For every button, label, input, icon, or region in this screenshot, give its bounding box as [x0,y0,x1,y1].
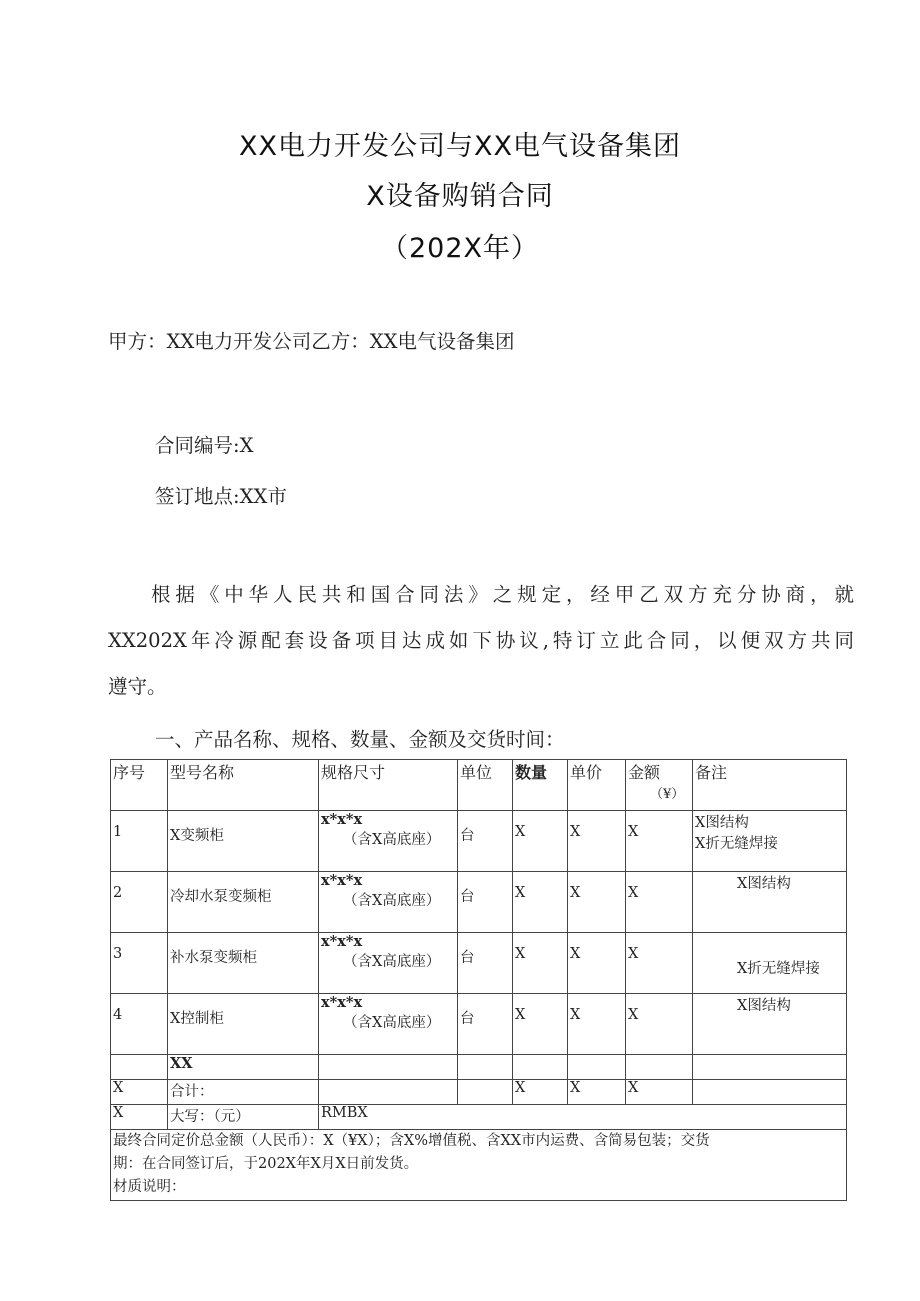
empty-cell [458,1080,513,1105]
total-row [111,1080,847,1105]
title-line-3: （202X年） [380,233,540,264]
row-model: X控制柜 [168,994,319,1055]
row-note [693,872,847,933]
header-amount-label: 金额 [628,763,661,782]
header-seq: 序号 [111,760,168,811]
empty-cell [693,1080,847,1105]
row-qty: X [513,872,568,933]
table-row [111,811,847,872]
row-amount: X [626,811,693,872]
row-amount: X [626,994,693,1055]
row-seq: 1 [111,811,168,872]
row-seq: 4 [111,994,168,1055]
row-price: X [568,811,626,872]
title-line-1: XX电力开发公司与XX电气设备集团 [239,131,681,162]
row-spec [319,994,458,1055]
row-note [693,994,847,1055]
row-note-a: X图结构 [737,876,791,892]
capital-row [111,1105,847,1130]
row-unit: 台 [458,994,513,1055]
total-qty: X [513,1080,568,1105]
row-unit: 台 [458,872,513,933]
total-label: 合计： [168,1080,319,1105]
signing-location: 签订地点:XX市 [155,485,287,508]
intro-line-3: 遵守。 [108,675,167,698]
empty-cell [513,1055,568,1080]
row-model: 冷却水泵变频柜 [168,872,319,933]
section-1-heading: 一、产品名称、规格、数量、金额及交货时间： [155,728,565,751]
empty-cell [319,1080,458,1105]
capital-label: 大写：（元） [168,1105,319,1130]
row-seq: 2 [111,872,168,933]
row-note-a: X图结构 [737,998,791,1014]
row-spec-size: x*x*x [321,933,363,950]
empty-cell [626,1055,693,1080]
intro-line-2: XX202X年冷源配套设备项目达成如下协议,特订立此合同，以便双方共同 [108,629,854,652]
row-seq: 3 [111,933,168,994]
final-line-3: 材质说明： [113,1179,186,1195]
row-note-b: X折无缝焊接 [737,961,820,977]
row-spec [319,933,458,994]
final-price-cell [111,1130,847,1201]
row-qty: X [513,933,568,994]
table-header-row [111,760,847,811]
row-unit: 台 [458,811,513,872]
header-amount [626,760,693,811]
goods-table [110,759,847,1201]
title-line-2: X设备购销合同 [366,181,554,212]
xx-cell: XX [168,1055,319,1080]
empty-cell [458,1055,513,1080]
header-price: 单价 [568,760,626,811]
row-note-a: X图结构 [695,815,749,831]
header-note: 备注 [693,760,847,811]
row-spec-size: x*x*x [321,811,363,828]
row-spec-base: （含X高底座） [343,1015,441,1031]
row-spec [319,811,458,872]
header-unit: 单位 [458,760,513,811]
final-line-2: 期：在合同签订后，于202X年X月X日前发货。 [113,1156,419,1172]
row-spec-base: （含X高底座） [343,954,441,970]
final-line-1: 最终合同定价总金额（人民币）：X（¥X）；含X%增值税、含XX市内运费、含简易包装；交货 [113,1133,710,1149]
row-unit: 台 [458,933,513,994]
row-spec-size: x*x*x [321,994,363,1011]
final-price-row [111,1130,847,1201]
row-spec-base: （含X高底座） [343,832,441,848]
row-spec-base: （含X高底座） [343,893,441,909]
intro-line-1: 根据《中华人民共和国合同法》之规定，经甲乙双方充分协商，就 [151,583,854,606]
capital-seq: X [111,1105,168,1130]
header-model: 型号名称 [168,760,319,811]
header-amount-unit: （¥） [650,787,685,802]
total-amount: X [626,1080,693,1105]
empty-cell [319,1055,458,1080]
total-price: X [568,1080,626,1105]
table-row [111,994,847,1055]
row-model: X变频柜 [168,811,319,872]
table-row [111,1055,847,1080]
table-row [111,933,847,994]
contract-number: 合同编号:X [155,434,254,457]
empty-cell [111,1055,168,1080]
row-qty: X [513,811,568,872]
row-spec-size: x*x*x [321,872,363,889]
row-amount: X [626,872,693,933]
row-note [693,933,847,994]
capital-value: RMBX [319,1105,847,1130]
row-spec [319,872,458,933]
empty-cell [568,1055,626,1080]
row-price: X [568,994,626,1055]
intro-paragraph [108,572,854,710]
parties-line: 甲方：XX电力开发公司乙方：XX电气设备集团 [108,330,515,353]
row-model: 补水泵变频柜 [168,933,319,994]
row-note [693,811,847,872]
table-row [111,872,847,933]
empty-cell [693,1055,847,1080]
row-price: X [568,872,626,933]
total-seq: X [111,1080,168,1105]
header-qty: 数量 [513,760,568,811]
row-qty: X [513,994,568,1055]
row-note-b: X折无缝焊接 [695,836,778,852]
row-amount: X [626,933,693,994]
row-price: X [568,933,626,994]
header-spec: 规格尺寸 [319,760,458,811]
